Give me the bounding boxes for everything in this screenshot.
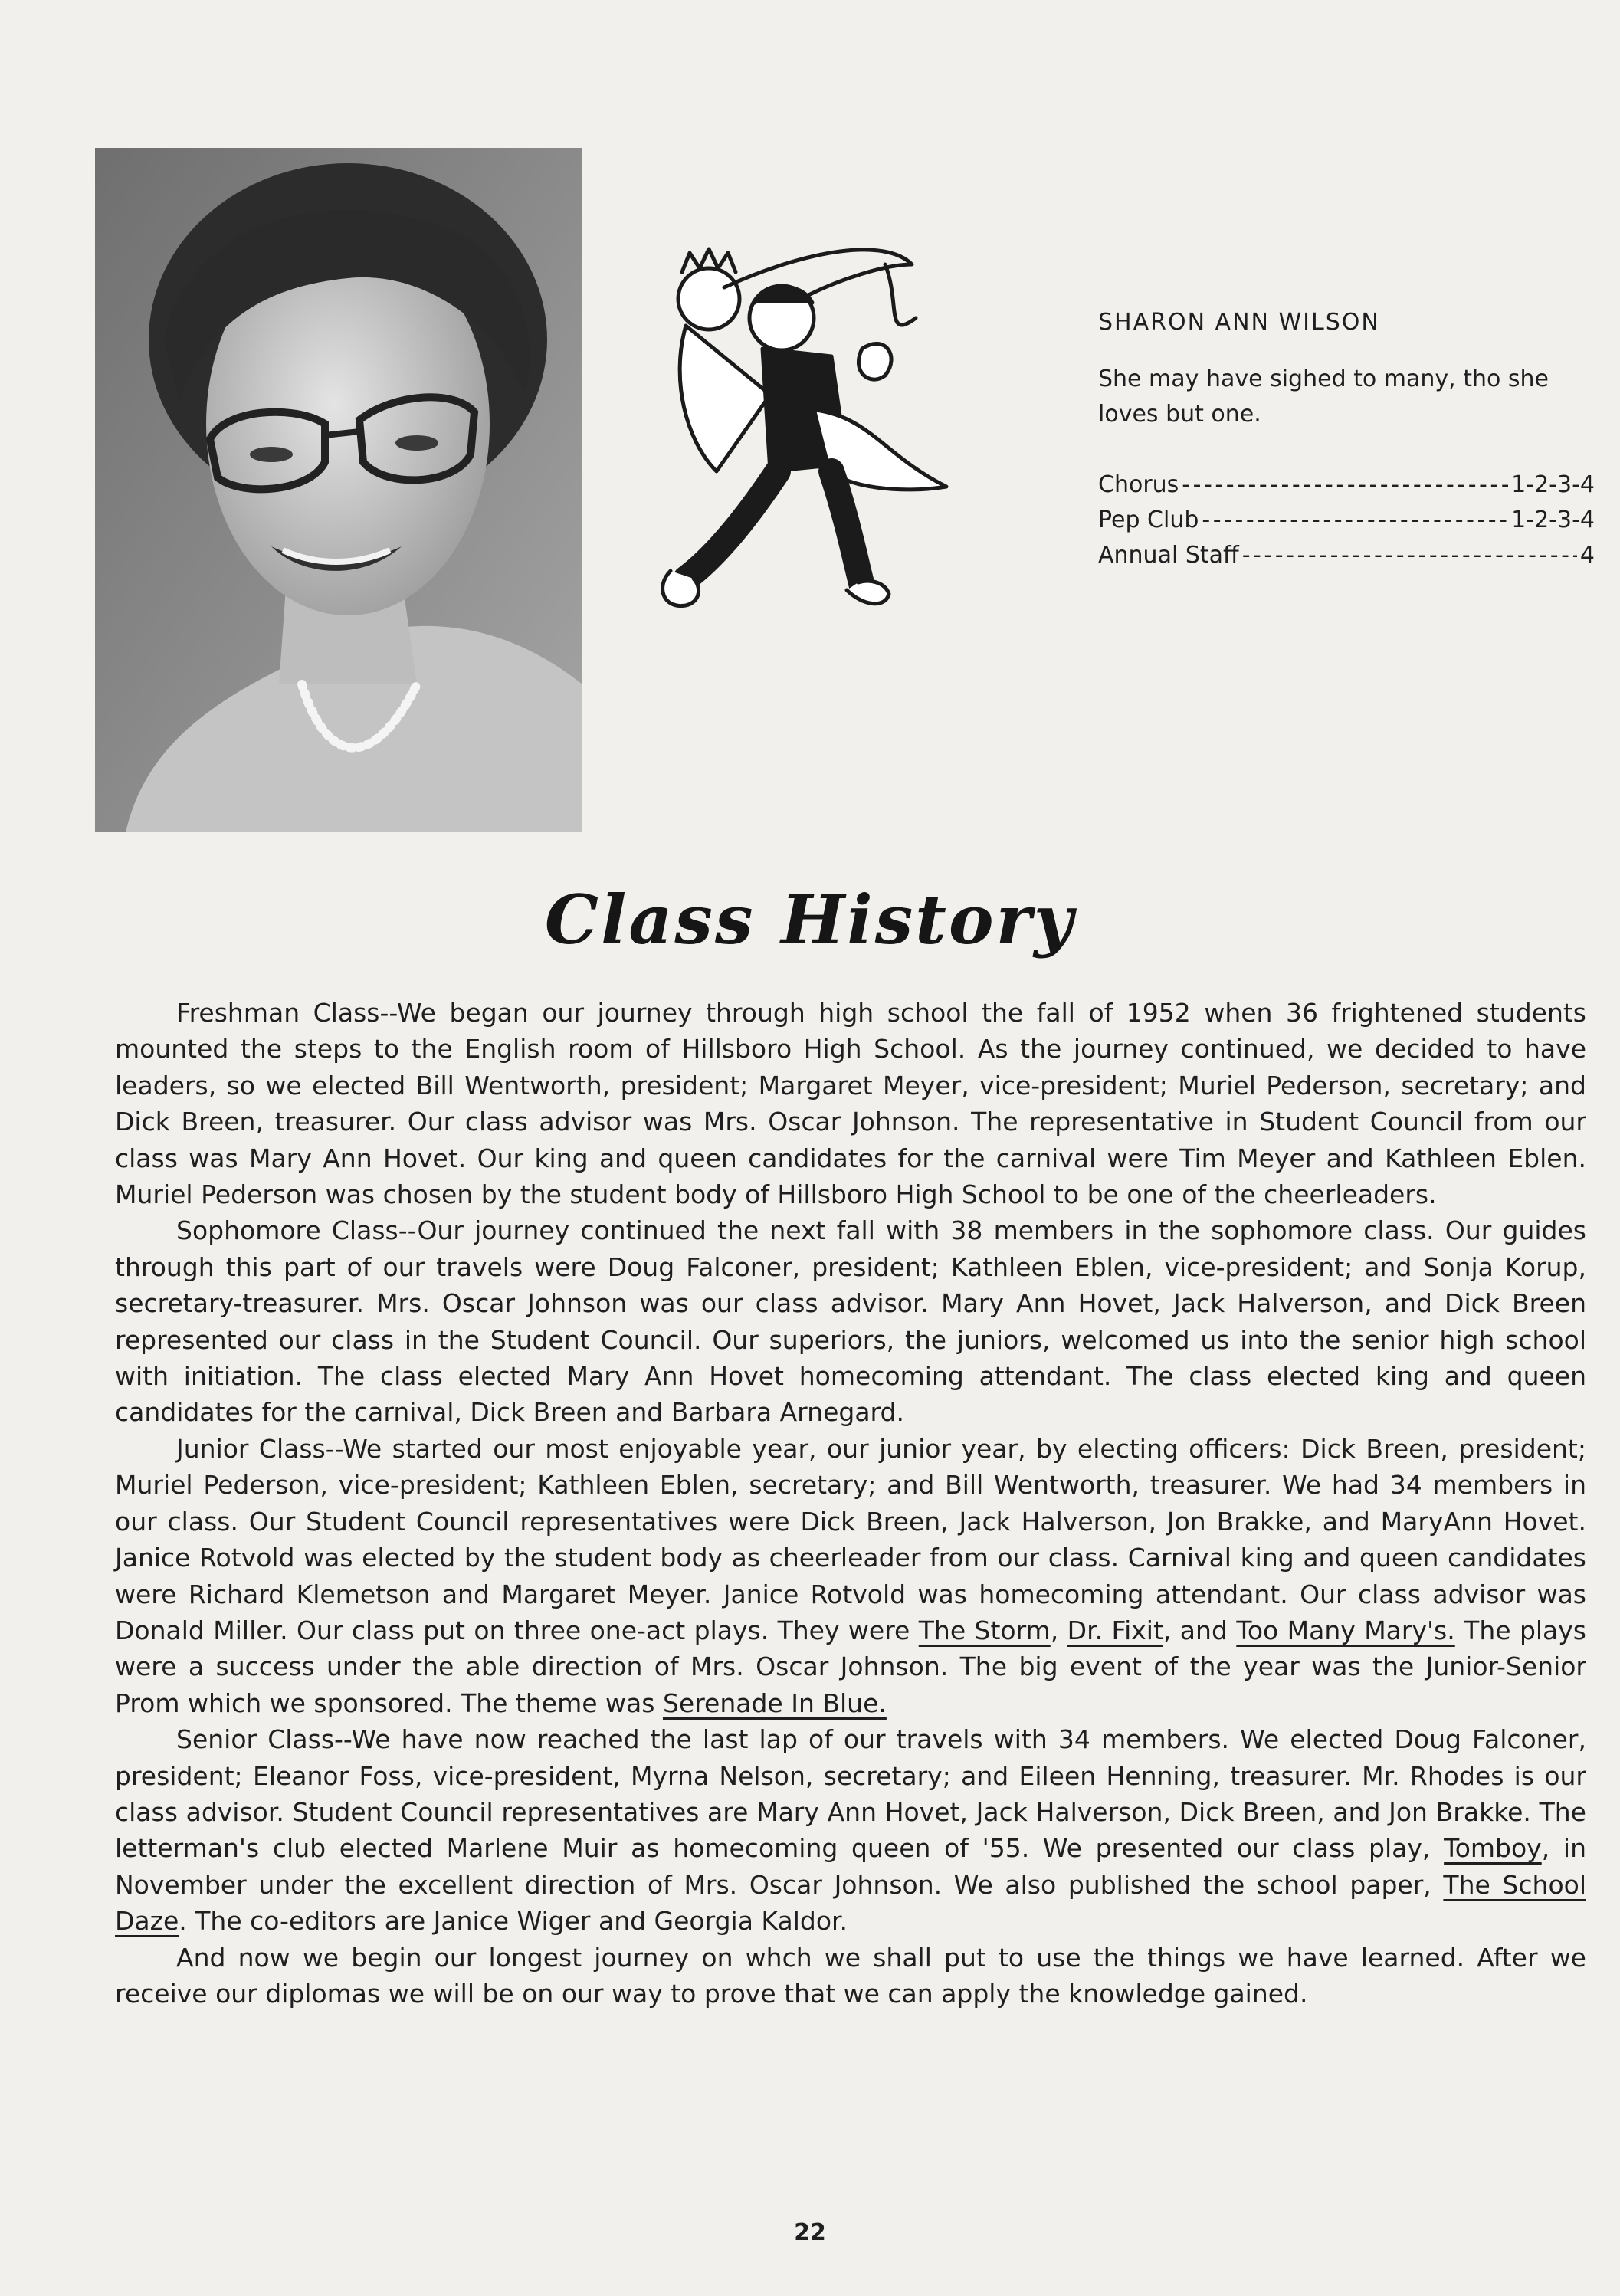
page-number: 22 bbox=[794, 2219, 826, 2246]
activity-years: 1-2-3-4 bbox=[1511, 507, 1595, 533]
senior-paragraph bbox=[115, 1721, 1586, 1939]
sophomore-paragraph: Sophomore Class--Our journey continued the next fall with 38 members in the sophomore class. Our guides through this part of our travels were Doug Falconer, president; Kathleen Eblen, vice-president; and Sonja Korup, secretary-treasurer. Mrs. Oscar Johnson was our class advisor. Mary Ann Hovet, Jack Halverson, and Dick Breen represented our class in the Student Council. Our superiors, the juniors, welcomed us into the senior high school with initiation. The class elected Mary Ann Hovet homecoming attendant. The class elected king and queen candidates for the carnival, Dick Breen and Barbara Arnegard. bbox=[115, 1215, 1586, 1428]
activity-years: 4 bbox=[1579, 542, 1595, 569]
leader-dots bbox=[1202, 503, 1508, 538]
junior-text-part: The plays were a success under the able direction of Mrs. Oscar Johnson. The big event of the year was the Junior-Senior Prom which we sponsored. The theme was bbox=[115, 1615, 1587, 1718]
senior-text-part: Senior Class--We have now reached the last lap of our travels with 34 members. We elected Doug Falconer, president; Eleanor Foss, vice-president, Myrna Nelson, secretary; and Eileen Henning, treasurer. Mr. Rhodes is our class advisor. Student Council representatives are Mary Ann Hovet, Jack Halverson, Dick Breen, and Jon Brakke. The letterman's club elected Marlene Muir as homecoming queen of '55. We presented our class play, bbox=[115, 1724, 1586, 1864]
senior-portrait-photo bbox=[95, 148, 582, 832]
senior-info bbox=[1098, 305, 1595, 573]
senior-text-part: , in November under the excellent direction of Mrs. Oscar Johnson. We also published the school paper, bbox=[115, 1833, 1586, 1900]
senior-name: SHARON ANN WILSON bbox=[1098, 309, 1380, 336]
junior-text-part: Junior Class--We started our most enjoyable year, our junior year, by electing officers: Dick Breen, president; Muriel Pederson, vice-president; Kathleen Eblen, secretary; and Bill Wentworth, treasurer. We had 34 members in our class. Our Student Council representatives were Dick Breen, Jack Halverson, Jon Brakke, and MaryAnn Hovet. Janice Rotvold was elected by the student body as cheerleader from our class. Carnival king and queen candidates were Richard Klemetson and Margaret Meyer. Janice Rotvold was homecoming attendant. Our class advisor was Donald Miller. Our class put on three one-act plays. They were bbox=[115, 1433, 1586, 1645]
leader-dots bbox=[1242, 538, 1577, 573]
class-play-title: Tomboy bbox=[1444, 1833, 1542, 1864]
activity-row bbox=[1098, 538, 1595, 573]
activities-list bbox=[1098, 467, 1595, 573]
junior-paragraph bbox=[115, 1431, 1586, 1721]
closing-paragraph: And now we begin our longest journey on whch we shall put to use the things we have learned. After we receive our diplomas we will be on our way to prove that we can apply the knowledge gained. bbox=[115, 1942, 1586, 2009]
activity-years: 1-2-3-4 bbox=[1511, 471, 1595, 498]
section-title: Class History bbox=[544, 880, 1076, 959]
play-title: Dr. Fixit bbox=[1067, 1615, 1163, 1645]
play-title: Too Many Mary's. bbox=[1236, 1615, 1455, 1645]
class-history-body bbox=[115, 995, 1586, 2012]
prom-theme: Serenade In Blue. bbox=[662, 1688, 887, 1718]
school-paper-title: The School Daze bbox=[115, 1869, 1586, 1937]
senior-text-part: . The co-editors are Janice Wiger and Georgia Kaldor. bbox=[179, 1906, 848, 1937]
senior-quote: She may have sighed to many, tho she loves but one. bbox=[1098, 366, 1549, 428]
activity-name: Chorus bbox=[1098, 471, 1179, 498]
separator-text: , bbox=[1050, 1615, 1067, 1645]
play-title: The Storm bbox=[918, 1615, 1051, 1645]
activity-name: Annual Staff bbox=[1098, 542, 1239, 569]
wedding-couple-cartoon bbox=[655, 241, 1008, 621]
activity-name: Pep Club bbox=[1098, 507, 1199, 533]
leader-dots bbox=[1182, 467, 1508, 503]
freshman-paragraph: Freshman Class--We began our journey through high school the fall of 1952 when 36 frightened students mounted the steps to the English room of Hillsboro High School. As the journey continued, we decided to have leaders, so we elected Bill Wentworth, president; Margaret Meyer, vice-president; Muriel Pederson, secretary; and Dick Breen, treasurer. Our class advisor was Mrs. Oscar Johnson. The representative in Student Council from our class was Mary Ann Hovet. Our king and queen candidates for the carnival were Tim Meyer and Kathleen Eblen. Muriel Pederson was chosen by the student body of Hillsboro High School to be one of the cheerleaders. bbox=[115, 998, 1586, 1210]
separator-text: , and bbox=[1163, 1615, 1237, 1645]
activity-row bbox=[1098, 467, 1595, 503]
activity-row bbox=[1098, 503, 1595, 538]
